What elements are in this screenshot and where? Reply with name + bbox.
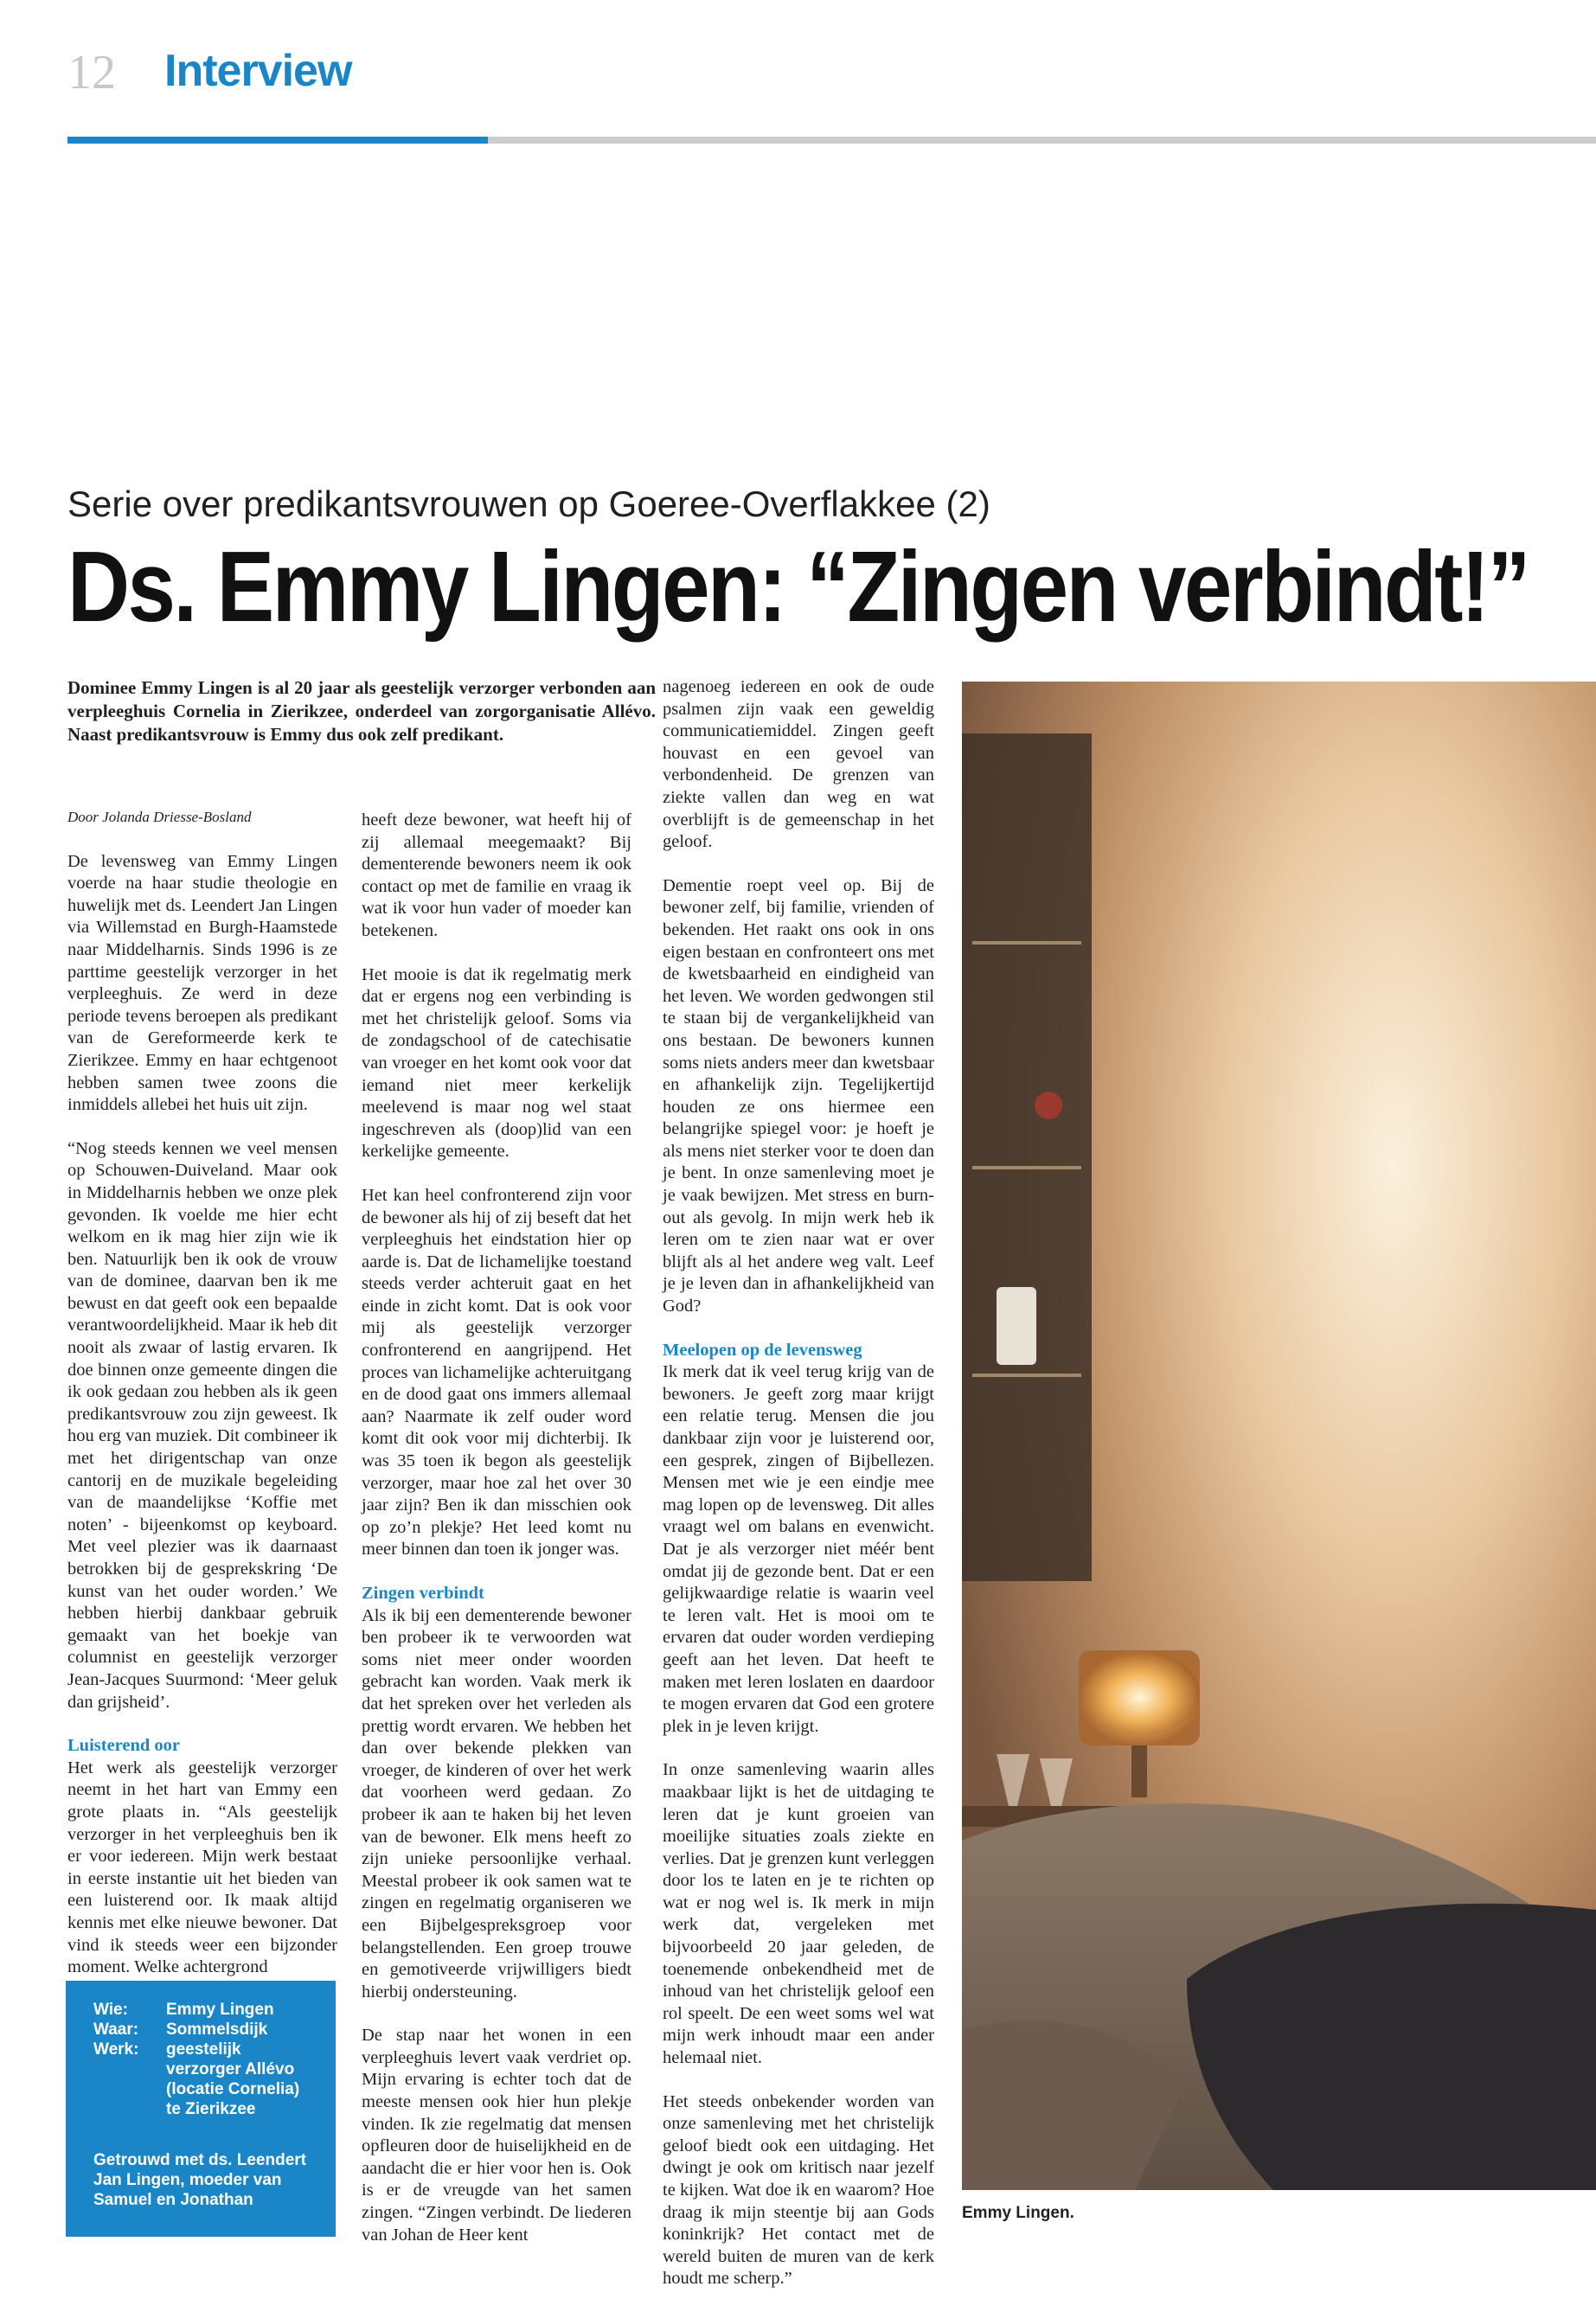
paragraph: Dementie roept veel op. Bij de bewoner zelf, bij familie, vrienden of bekenden. Het raakt ons ook in ons eigen bestaan en confronteert ons met de kwetsbaarheid en eindigheid van het leven. We worden gedwongen stil te staan bij de vergankelijkheid van ons bestaan. De bewoners kunnen soms niets anders meer dan kwetsbaar en afhankelijk zijn. Tegelijkertijd houden ze ons hiermee een belangrijke spiegel voor: je hoeft je als mens niet sterker voor te doen dan je bent. In onze samenleving moet je je vaak bewijzen. Met stress en burn-out als gevolg. In mijn werk heb ik leren om te zien naar wat er over blijft als al het andere weg valt. Leef je je leven dan in afhankelijkheid van God? bbox=[663, 875, 934, 1316]
info-box bbox=[66, 1981, 336, 2237]
header-rule-accent bbox=[67, 137, 488, 144]
paragraph: heeft deze bewoner, wat heeft hij of zij allemaal meegemaakt? Bij dementerende bewoners neem ik ook contact op met de familie en vraag ik wat ik voor hun vader of moeder kan betekenen. bbox=[362, 810, 631, 940]
info-row bbox=[93, 2040, 311, 2119]
subheading: Luisterend oor bbox=[67, 1736, 181, 1756]
info-key: Wie: bbox=[93, 2001, 128, 2019]
info-table bbox=[93, 2000, 311, 2119]
subheading: Meelopen op de levensweg bbox=[663, 1340, 862, 1360]
paragraph: Het mooie is dat ik regelmatig merk dat er ergens nog een verbinding is met het christelijk geloof. Soms via de zondagschool of de catechisatie van vroeger en het komt ook voor dat iemand niet meer kerkelijk meelevend is maar nog wel staat ingeschreven als (doop)lid van een kerkelijke gemeente. bbox=[362, 964, 631, 1162]
photo-illustration bbox=[962, 682, 1596, 2190]
paragraph: Ik merk dat ik veel terug krijg van de bewoners. Je geeft zorg maar krijgt een relatie terug. Mensen die jou dankbaar zijn voor je luisterend oor, een gesprek, zingen of Bijbellezen. Mensen met wie je een eindje mee mag lopen op de levensweg. Dit alles vraagt wel om balans en evenwicht. Dat je als verzorger niet méér bent omdat jij de gezonde bent. Dat er een gelijkwaardige relatie is waarin veel te leren valt. Het is mooi om te ervaren dat ouder worden verdieping geeft aan het leven. Dat heeft te maken met leren loslaten en daardoor te mogen ervaren dat God een grotere plek in je leven krijgt. bbox=[663, 1362, 934, 1736]
info-key: Waar: bbox=[93, 2021, 139, 2039]
info-key: Werk: bbox=[93, 2040, 139, 2059]
info-value: Emmy Lingen bbox=[166, 2001, 274, 2019]
byline: Door Jolanda Driesse-Bosland bbox=[67, 809, 252, 825]
page-number: 12 bbox=[67, 46, 116, 99]
paragraph: In onze samenleving waarin alles maakbaar lijkt is het de uitdaging te leren dat je kunt groeien van moeilijke situaties zoals ziekte en verlies. Dat je grenzen kunt verleggen door los te laten en je te richten op wat er nog wel is. Ik merk in mijn werk dat, vergeleken met bijvoorbeeld 20 jaar geleden, de toenemende onbekendheid met de inhoud van het christelijk geloof een rol speelt. De een weet soms wel wat mijn werk inhoudt maar een ander helemaal niet. bbox=[663, 1760, 934, 2068]
photo-caption: Emmy Lingen. bbox=[962, 2204, 1074, 2222]
series-title: Serie over predikantsvrouwen op Goeree-Overflakkee (2) bbox=[67, 484, 990, 524]
info-family: Getrouwd met ds. Leendert Jan Lingen, moeder van Samuel en Jonathan bbox=[93, 2151, 306, 2209]
paragraph: Het werk als geestelijk verzorger neemt in het hart van Emmy een grote plaats in. “Als geestelijk verzorger in het verpleeghuis ben ik er voor iedereen. Mijn werk bestaat in eerste instantie uit het bieden van een luisterend oor. Ik maak altijd kennis met elke nieuwe bewoner. Dat vind ik steeds weer een bijzonder moment. Welke achtergrond bbox=[67, 1758, 337, 1977]
text-column-3 bbox=[663, 676, 934, 2312]
portrait-photo bbox=[962, 682, 1596, 2190]
paragraph: De stap naar het wonen in een verpleeghuis levert vaak verdriet op. Mijn ervaring is echter toch dat de meeste mensen ook hier hun plekje vinden. Ik zie regelmatig dat mensen opfleuren door de huiselijkheid en de aandacht die er hier voor hen is. Ook is er de vreugde van het samen zingen. “Zingen verbindt. De liederen van Johan de Heer kent bbox=[362, 2026, 631, 2245]
info-row bbox=[93, 2000, 311, 2020]
paragraph: De levensweg van Emmy Lingen voerde na haar studie theologie en huwelijk met ds. Leendert Jan Lingen via Willemstad en Burgh-Haamstede naar Middelharnis. Sinds 1996 is ze parttime geestelijk verzorger in het verpleeghuis. Ze werd in deze periode tevens beroepen als predikant van de Gereformeerde kerk te Zierikzee. Emmy en haar echtgenoot hebben samen twee zoons die inmiddels allebei het huis uit zijn. bbox=[67, 851, 337, 1115]
text-column-2 bbox=[362, 810, 631, 2268]
header-rule bbox=[488, 137, 1596, 144]
subheading: Zingen verbindt bbox=[362, 1584, 484, 1603]
headline: Ds. Emmy Lingen: “Zingen verbindt!” bbox=[67, 530, 1529, 643]
paragraph: Het steeds onbekender worden van onze samenleving met het christelijk geloof biedt ook een uitdaging. Het dwingt je ook om kritisch naar jezelf te kijken. Wat doe ik en waarom? Hoe draag ik mijn steentje bij aan Gods koninkrijk? Het contact met de wereld buiten de muren van de kerk houdt me scherp.” bbox=[663, 2091, 934, 2289]
paragraph: nagenoeg iedereen en ook de oude psalmen zijn vaak een geweldig communicatiemiddel. Zingen geeft houvast en een gevoel van verbondenheid. De grenzen van ziekte vallen dan weg en wat overblijft is de gemeenschap in het geloof. bbox=[663, 677, 934, 852]
paragraph: Als ik bij een dementerende bewoner ben probeer ik te verwoorden wat soms niet meer onder woorden gebracht kan worden. Vaak merk ik dat het spreken over het verleden als prettig wordt ervaren. We hebben het dan over bekende plekken van vroeger, de kinderen of over het werk dat voorheen werd gedaan. Zo probeer ik aan te haken bij het leven van de bewoner. Elk mens heeft zo zijn unieke persoonlijke verhaal. Meestal probeer ik ook samen wat te zingen en regelmatig organiseren we een Bijbelgespreksgroep voor belangstellenden. Een groep trouwe en gemotiveerde vrijwilligers biedt hierbij ondersteuning. bbox=[362, 1605, 631, 2001]
text-column-1 bbox=[67, 806, 337, 2001]
paragraph: “Nog steeds kennen we veel mensen op Schouwen-Duiveland. Maar ook in Middelharnis hebben we onze plek gevonden. Ik voelde me hier echt welkom en ik mag hier zijn wie ik ben. Natuurlijk ben ik ook de vrouw van de dominee, daarvan ben ik me bewust en dat geeft ook een bepaalde verantwoordelijkheid. Maar ik heb dit nooit als zwaar of lastig ervaren. Ik doe binnen onze gemeente dingen die ik ook gedaan zou hebben als ik geen predikantsvrouw zou zijn geweest. Ik hou erg van muziek. Dit combineer ik met het dirigentschap van onze cantorij en de muzikale begeleiding van de maandelijkse ‘Koffie met noten’ - bijeenkomst op keyboard. Met veel plezier was ik daarnaast betrokken bij de gesprekskring ‘De kunst van het ouder worden.’ We hebben hierbij dankbaar gebruik gemaakt van het boekje van columnist en geestelijk verzorger Jean-Jacques Suurmond: ‘Meer geluk dan grijsheid’. bbox=[67, 1138, 337, 1712]
info-row bbox=[93, 2020, 311, 2040]
info-value: Sommelsdijk bbox=[166, 2021, 268, 2039]
info-value: geestelijk verzorger Allévo (locatie Cornelia) te Zierikzee bbox=[166, 2040, 300, 2118]
paragraph: Het kan heel confronterend zijn voor de bewoner als hij of zij beseft dat het verpleeghuis het eindstation hier op aarde is. Dat de lichamelijke toestand steeds verder achteruit gaat en het einde in zicht komt. Dat is ook voor mij als geestelijk verzorger confronterend en aangrijpend. Het proces van lichamelijke achteruitgang en de dood gaat ons immers allemaal aan? Naarmate ik zelf ouder word komt dit ook voor mij dichterbij. Ik was 35 toen ik begon als geestelijk verzorger, maar hoe zal het over 30 jaar zijn? Ben ik dan misschien ook op zo’n plekje? Het leed komt nu meer binnen dan toen ik jonger was. bbox=[362, 1185, 631, 1559]
intro-paragraph: Dominee Emmy Lingen is al 20 jaar als geestelijk verzorger verbonden aan verpleeghuis Cornelia in Zierikzee, onderdeel van zorgorganisatie Allévo. Naast predikantsvrouw is Emmy dus ook zelf predikant. bbox=[67, 677, 656, 745]
section-title: Interview bbox=[164, 46, 352, 96]
